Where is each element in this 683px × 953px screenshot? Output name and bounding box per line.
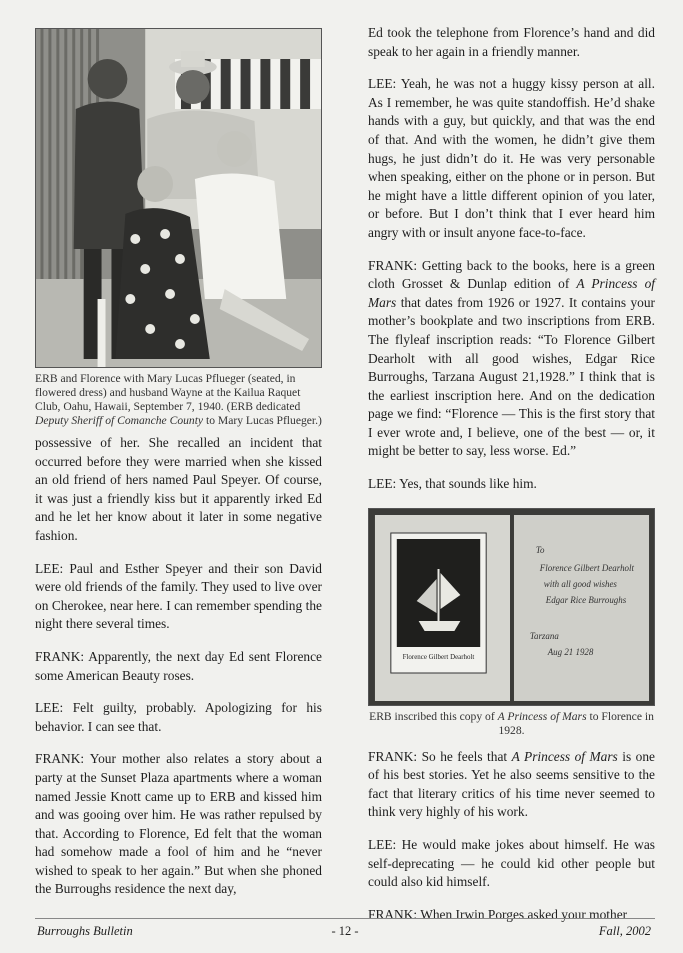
photo1-caption-post: to Mary Lucas Pflueger.) (203, 414, 322, 427)
photo1-caption (35, 372, 322, 428)
photo1-caption-pre: ERB and Florence with Mary Lucas Pflueger (seated, in flowered dress) and husband Wayne at the Kailua Raquet Club, Oahu, Hawaii, September 7, 1940. (ERB dedicated (35, 372, 301, 413)
right-paragraph-3 (368, 257, 655, 462)
inscription-line-5: Tarzana (529, 630, 559, 641)
photo2-caption-title: A Princess of Mars (497, 709, 587, 723)
bookplate-name: Florence Gilbert Dearholt (402, 652, 475, 661)
inscription-line-6: Aug 21 1928 (547, 646, 594, 657)
left-paragraph-3: FRANK: Apparently, the next day Ed sent Florence some American Beauty roses. (35, 648, 322, 683)
photo-erb-florence-group (35, 28, 322, 368)
right-p3-post: that dates from 1926 or 1927. It contains your mother’s bookplate and two inscriptions from ERB. The flyleaf inscription reads: “To Florence Gilbert Dearholt with all good wishes, Edgar Rice Burroughs, Tarzana August 21,1928.” I think that is the earliest inscription here. And on the dedication page we find: “Florence — This is the first story that I ever wrote and, I believe, one of the best — or, it might be better to say, less worse. Ed.” (368, 294, 655, 459)
inscription-line-4: Edgar Rice Burroughs (545, 594, 627, 605)
inscription-line-3: with all good wishes (543, 578, 617, 589)
right-paragraph-5 (368, 748, 655, 822)
left-paragraph-2: LEE: Paul and Esther Speyer and their son David were old friends of the family. They used to live over on Cherokee, near here. I can remember spending the night there several times. (35, 560, 322, 632)
right-paragraph-1: Ed took the telephone from Florence’s hand and did speak to her again in a friendly manner. (368, 25, 655, 59)
right-p5-post: is one of his best stories. Yet he also seems sensitive to the fact that literary critics of his time never seemed to think very highly of his work. (368, 748, 655, 820)
right-p3-pre: FRANK: Getting back to the books, here is a green cloth Grosset & Dunlap edition of (368, 257, 655, 292)
footer-rule (35, 918, 655, 919)
right-p3-title: A Princess of Mars (368, 276, 655, 310)
left-paragraph-4: LEE: Felt guilty, probably. Apologizing for his behavior. I can see that. (35, 700, 322, 734)
right-column (368, 24, 655, 938)
footer-issue: Fall, 2002 (598, 924, 651, 938)
photo2-caption (368, 710, 655, 738)
inscription-line-2: Florence Gilbert Dearholt (539, 562, 634, 573)
right-p5-title: A Princess of Mars (511, 748, 618, 764)
photo-inscribed-book (368, 508, 655, 706)
inscription-line-1: To (535, 544, 545, 555)
left-paragraph-5: FRANK: Your mother also relates a story about a party at the Sunset Plaza apartments where a woman named Jessie Knott came up to ERB and kissed him and was gooing over him. He was rather repulsed by that. According to Florence, Ed felt that the woman had somehow made a fool of him and he “never wished to speak to her again.” But when she phoned the Burroughs residence the next day, (35, 751, 322, 897)
right-paragraph-4: LEE: Yes, that sounds like him. (368, 476, 537, 492)
right-paragraph-6: LEE: He would make jokes about himself. He was self-deprecating — he could kid other people but could also kid himself. (368, 837, 655, 890)
footer-publication: Burroughs Bulletin (37, 924, 133, 938)
group-photo-image (36, 29, 321, 367)
right-p5-pre: FRANK: So he feels that (368, 748, 512, 764)
photo1-caption-title: Deputy Sheriff of Comanche County (35, 414, 204, 427)
right-paragraph-2: LEE: Yeah, he was not a huggy kissy person at all. As I remember, he was quite standoffish. He’d shake hands with a guy, but quickly, and that was the end of that. And with the women, he didn’t give them hugs, he just didn’t do it. He was very personable when speaking, either on the phone or in person. But he might have a little different opinion of you later, or before. But I don’t think that I ever heard him angry with or insult anyone face-to-face. (368, 76, 655, 240)
inscribed-book-image (369, 509, 654, 705)
photo2-caption-pre: ERB inscribed this copy of (369, 709, 498, 723)
right-paragraph-7: FRANK: When Irwin Porges asked your mother (368, 906, 628, 922)
footer-page-number: - 12 - (331, 924, 359, 938)
left-paragraph-1: possessive of her. She recalled an incident that occurred before they were married when she kissed an old friend of hers named Paul Speyer. Of course, it was just a friendly kiss but it apparently irked Ed and he let her know about it later in some negative fashion. (35, 435, 322, 543)
photo2-caption-post: to Florence in 1928. (498, 709, 654, 737)
left-column (35, 0, 322, 913)
